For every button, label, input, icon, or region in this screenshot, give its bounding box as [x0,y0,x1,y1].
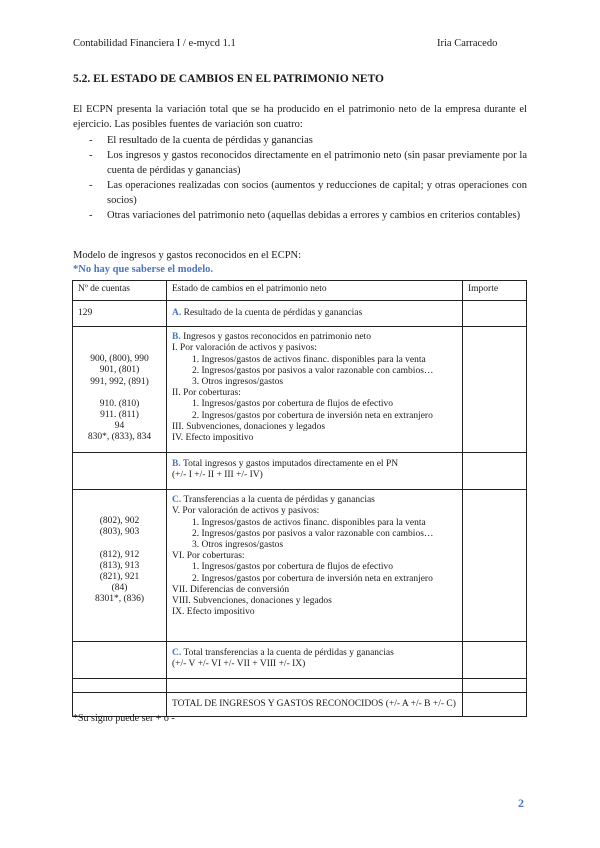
intro-paragraph: El ECPN presenta la variación total que se ha producido en el patrimonio neto de la empresa durante el ejercicio. Las posibles fuentes de variación son cuatro: [73,104,527,130]
header-author: Iria Carracedo [437,38,498,49]
row-a-code: 129 [73,301,167,327]
row-total-text: TOTAL DE INGRESOS Y GASTOS RECONOCIDOS (+/- A +/- B +/- C) [167,693,463,717]
header-accounts: Nº de cuentas [73,281,167,301]
row-a-letter: A. [172,308,182,318]
table-row-empty [73,679,527,693]
ecpn-table [72,280,527,717]
row-b-codes: 900, (800), 990 901, (801) 991, 992, (891) 910. (810) 911. (811) 94 830*, (833), 834 [73,327,167,453]
section-title: 5.2. EL ESTADO DE CAMBIOS EN EL PATRIMONIO NETO [73,73,384,85]
row-c-lines: C. Transferencias a la cuenta de pérdidas y ganancias V. Por valoración de activos y pasivos: 1. Ingresos/gastos de activos financ. disponibles para la venta 2. Ingresos/gastos por pasivos a valor razonable con cambios… 3. Otros ingresos/gastos VI. Por coberturas: 1. Ingresos/gastos por cobertura de flujos de efectivo 2. Ingresos/gastos por cobertura de inversión neta en extranjero VII. Diferencias de conversión VIII. Subvenciones, donaciones y legados IX. Efecto impositivo [167,490,463,642]
row-b-lines: B. Ingresos y gastos reconocidos en patrimonio neto I. Por valoración de activos y pasivos: 1. Ingresos/gastos de activos financ. disponibles para la venta 2. Ingresos/gastos por pasivos a valor razonable con cambios… 3. Otros ingresos/gastos II. Por coberturas: 1. Ingresos/gastos por cobertura de flujos de efectivo 2. Ingresos/gastos por cobertura de inversión neta en extranjero III. Subvenciones, donaciones y legados IV. Efecto impositivo [167,327,463,453]
row-total-amount [463,693,527,717]
header-statement: Estado de cambios en el patrimonio neto [167,281,463,301]
model-title: Modelo de ingresos y gastos reconocidos en el ECPN: [73,250,302,261]
model-note: *No hay que saberse el modelo. [73,264,213,275]
table-row-c-total: C. Total transferencias a la cuenta de pérdidas y ganancias (+/- V +/- VI +/- VII + VIII +/- IX) [73,642,527,679]
row-c-amount [463,490,527,642]
row-c-codes: (802), 902 (803), 903 (812), 912 (813), 913 (821), 921 (84) 8301*, (836) [73,490,167,642]
header-course: Contabilidad Financiera I / e-mycd 1.1 [73,38,236,49]
row-a-text: Resultado de la cuenta de pérdidas y ganancias [183,308,363,318]
row-a-amount [463,301,527,327]
page-number: 2 [518,796,524,810]
table-row-c [73,490,527,642]
table-header-row [73,281,527,301]
row-b-amount [463,327,527,453]
header-amount: Importe [463,281,527,301]
list-item: - Otras variaciones del patrimonio neto (aquellas debidas a errores y cambios en criterios contables) [89,210,521,221]
list-item: - El resultado de la cuenta de pérdidas y ganancias [89,135,313,146]
table-row-b [73,327,527,453]
table-row-b-total: B. Total ingresos y gastos imputados directamente en el PN (+/- I +/- II + III +/- IV) [73,453,527,490]
list-item: - Las operaciones realizadas con socios (aumentos y reducciones de capital; y otras operaciones con socios) [89,180,527,206]
table-row-a [73,301,527,327]
sources-list [89,133,527,223]
footnote: *Su signo puede ser + o - [73,713,175,724]
list-item: - Los ingresos y gastos reconocidos directamente en el patrimonio neto (sin pasar previamente por la cuenta de pérdidas y ganancias) [89,150,527,176]
